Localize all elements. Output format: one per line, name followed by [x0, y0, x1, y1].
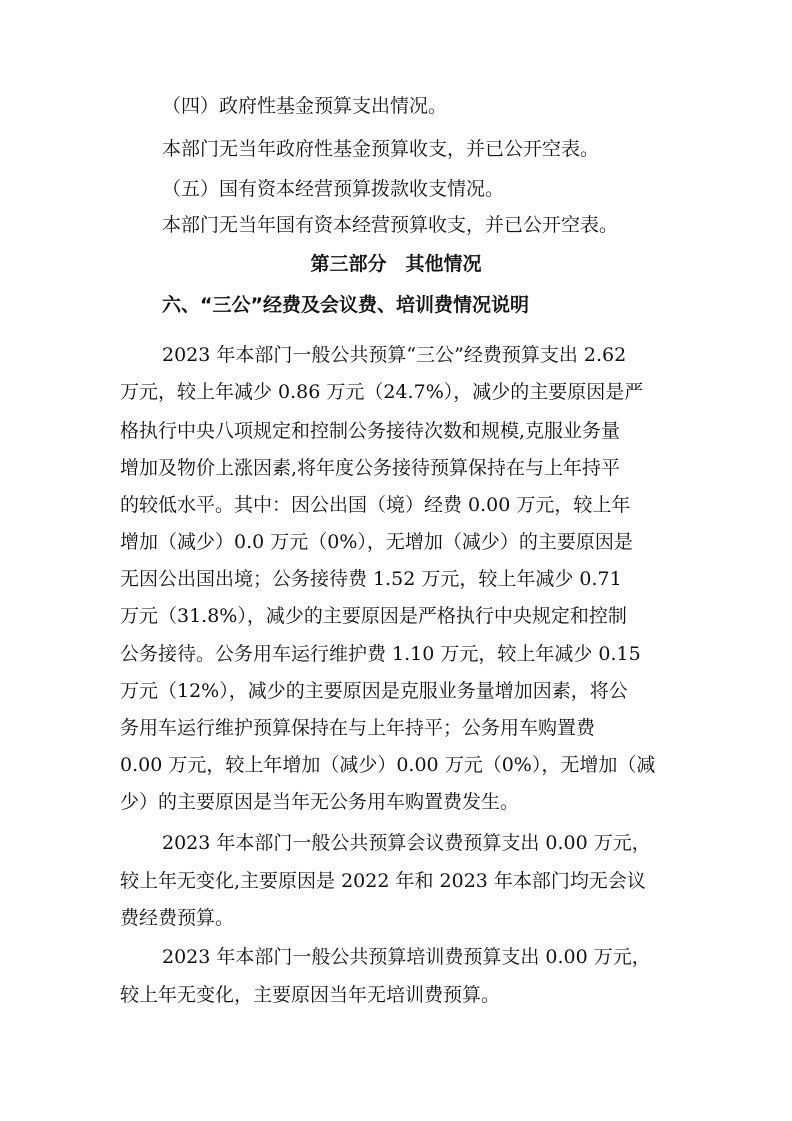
three-public-paragraph-line: 的较低水平。其中：因公出国（境）经费 0.00 万元，较上年 [120, 494, 631, 516]
three-public-paragraph-line: 2023 年本部门一般公共预算“三公”经费预算支出 2.62 [162, 344, 627, 366]
three-public-paragraph-line: 无因公出国出境；公务接待费 1.52 万元，较上年减少 0.71 [120, 568, 622, 590]
three-public-paragraph-line: 万元（31.8%），减少的主要原因是严格执行中央规定和控制 [120, 605, 627, 627]
section-four-heading: （四）政府性基金预算支出情况。 [162, 95, 448, 117]
three-public-paragraph-line: 格执行中央八项规定和控制公务接待次数和规模,克服业务量 [120, 420, 621, 442]
section-five-heading: （五）国有资本经营预算拨款收支情况。 [162, 178, 505, 200]
three-public-paragraph-line: 万元（12%），减少的主要原因是克服业务量增加因素，将公 [120, 680, 628, 702]
three-public-paragraph-line: 务用车运行维护预算保持在与上年持平；公务用车购置费 [120, 717, 596, 739]
meeting-paragraph-line: 费经费预算。 [120, 907, 235, 929]
section-five-body: 本部门无当年国有资本经营预算收支，并已公开空表。 [162, 214, 619, 236]
part-three-title: 第三部分 其他情况 [310, 253, 482, 275]
three-public-paragraph-line: 少）的主要原因是当年无公务用车购置费发生。 [120, 791, 520, 813]
meeting-paragraph-line: 较上年无变化,主要原因是 2022 年和 2023 年本部门均无会议 [120, 870, 646, 892]
section-six-heading: 六、“三公”经费及会议费、培训费情况说明 [162, 294, 529, 316]
section-four-body: 本部门无当年政府性基金预算收支，并已公开空表。 [162, 138, 600, 160]
three-public-paragraph-line: 公务接待。公务用车运行维护费 1.10 万元，较上年减少 0.15 [120, 643, 641, 665]
three-public-paragraph-line: 万元，较上年减少 0.86 万元（24.7%），减少的主要原因是严 [120, 381, 644, 403]
three-public-paragraph-line: 增加（减少）0.0 万元（0%），无增加（减少）的主要原因是 [120, 531, 633, 553]
training-paragraph-line: 较上年无变化，主要原因当年无培训费预算。 [120, 984, 501, 1006]
three-public-paragraph-line: 增加及物价上涨因素,将年度公务接待预算保持在与上年持平 [120, 457, 621, 479]
training-paragraph-line: 2023 年本部门一般公共预算培训费预算支出 0.00 万元， [162, 946, 651, 968]
meeting-paragraph-line: 2023 年本部门一般公共预算会议费预算支出 0.00 万元， [162, 832, 651, 854]
three-public-paragraph-line: 0.00 万元，较上年增加（减少）0.00 万元（0%），无增加（减 [120, 754, 656, 776]
